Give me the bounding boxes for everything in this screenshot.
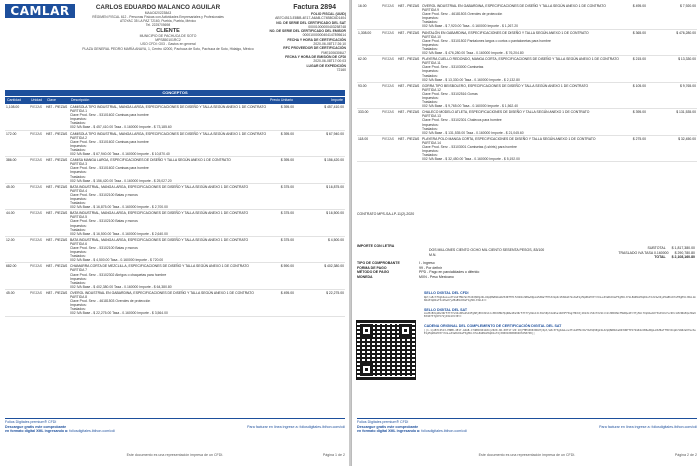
qr-finder-pattern xyxy=(360,363,373,376)
total-value: $ 2,108,160.80 xyxy=(671,255,695,260)
fecha-cert-value: 2020-06-08T17:26:10 xyxy=(313,42,346,47)
item-key: H87 - PIEZAS xyxy=(398,30,420,35)
item-tax-transfer: Traslados: xyxy=(422,20,438,25)
item-tax-detail: 002 IVA Base - $ 4,500.00 Tasa - 0.160000 Importe - $ 720.00 xyxy=(70,258,164,263)
item-amount: $ 131,535.00 xyxy=(676,110,696,115)
item-tax-detail: 002 IVA Base - $ 16,875.00 Tasa - 0.160000 Importe - $ 2,700.00 xyxy=(70,205,168,210)
item-description-block xyxy=(421,3,606,29)
item-tax-transfer: Traslados: xyxy=(70,254,86,259)
item-quantity: 682.00 xyxy=(6,264,17,269)
table-row xyxy=(5,237,345,264)
item-description-block xyxy=(421,83,599,109)
item-unit-price: $ 395.00 xyxy=(280,131,294,136)
lugar-value: 72160 xyxy=(336,67,346,72)
item-description: CAMISOLA TIPO INDUSTRIAL, MANGA LARGA, ESPECIFICACIONES DE DISEÑO Y TALLA SEGÚN ANEXO 1 DE CONTRATO xyxy=(70,105,267,109)
footer-site-link[interactable]: foliosdigitales.ibihon.com/cdi xyxy=(69,429,115,433)
item-partida: PARTIDA 1 xyxy=(70,109,88,114)
item-product-key: Clave Prod. Serv. - 53103001 Camisetas (t-shirts) para hombre xyxy=(422,145,517,149)
item-tax-heading: Impuestos: xyxy=(70,303,87,308)
item-amount: $ 16,875.00 xyxy=(326,184,344,189)
table-row xyxy=(357,3,697,30)
item-tax-heading: Impuestos: xyxy=(70,196,87,201)
item-quantity: 386.00 xyxy=(6,158,17,163)
item-tax-transfer: Traslados: xyxy=(70,174,86,179)
item-amount: $ 7,920.00 xyxy=(679,4,696,8)
item-unit-price: $ 275.00 xyxy=(632,136,646,141)
item-unit-price: $ 590.00 xyxy=(280,264,294,269)
item-key: H87 - PIEZAS xyxy=(46,264,68,269)
invoice-title: Factura 2894 xyxy=(293,4,336,11)
item-tax-heading: Impuestos: xyxy=(70,117,87,122)
qr-finder-pattern xyxy=(399,324,412,337)
table-row xyxy=(357,136,697,163)
cert-sat-value: 00001000000403258748 xyxy=(308,24,346,29)
footer-divider xyxy=(357,418,697,419)
table-row xyxy=(5,131,345,158)
page1-number: Página 1 de 2 xyxy=(322,453,345,457)
client-name: MUNICIPIO DE PACHUCA DE SOTO xyxy=(139,34,197,38)
item-unit-price: $ 215.00 xyxy=(632,57,646,62)
item-unit: PIEZAS xyxy=(30,131,43,136)
item-tax-heading: Impuestos: xyxy=(422,149,439,154)
item-amount: $ 4,500.00 xyxy=(327,237,344,242)
item-key: H87 - PIEZAS xyxy=(46,237,68,242)
item-tax-detail: 002 IVA Base - $ 22,275.00 Tasa - 0.160000 Importe - $ 3,564.00 xyxy=(70,311,168,316)
item-description: BATA INDUSTRIAL, MANGA LARGA, ESPECIFICACIONES DE DISEÑO Y TALLA SEGÚN ANEXO 1 DE CONTRATO xyxy=(70,184,249,189)
item-unit: PIEZAS xyxy=(30,211,43,216)
totals-block xyxy=(580,246,695,260)
item-product-key: Clave Prod. Serv. - 53102302 Abrigos o chaquetas para hombre xyxy=(70,272,167,277)
item-partida: PARTIDA 4 xyxy=(70,188,88,193)
concept-table-header xyxy=(5,97,345,104)
item-quantity: 16.00 xyxy=(358,4,367,8)
item-partida: PARTIDA 3 xyxy=(70,162,88,167)
payment-block xyxy=(357,261,557,279)
item-unit-price: $ 395.00 xyxy=(280,105,294,109)
item-product-key: Clave Prod. Serv. - 53101602 Camisas para hombre xyxy=(70,166,149,171)
payment-row xyxy=(357,275,557,280)
item-description-block xyxy=(69,290,254,316)
item-unit-price: $ 395.00 xyxy=(280,158,294,163)
payment-value: I - Ingreso xyxy=(419,261,435,265)
item-description: BATA INDUSTRIAL, MANGA LARGA, ESPECIFICACIONES DE DISEÑO Y TALLA SEGÚN ANEXO 1 DE CONTRATO xyxy=(70,237,249,242)
page1-footer xyxy=(5,420,345,434)
item-description-block xyxy=(421,56,619,82)
item-amount: $ 457,410.00 xyxy=(324,105,344,109)
payment-label: MÉTODO DE PAGO xyxy=(357,270,390,275)
page2-number: Página 2 de 2 xyxy=(674,453,697,457)
seal-value: ||1.1|AB7C4513-E8BB-4E17-A6AB-C74B8C6D1404|2020-06-08T17:26:10|FME1006306U7|Rpt/a8c3fXgb4eLsvdTxG4TMmrWvYbdhQ9Pg24Ld2pQ8W0kbsRZ3dNfTP1f2mK4xhB6w0QpLm5ZRaTfHh3JkpDcVbN2sK7GvXwE1yMqU8oP9tYr6nLsZ3aBcD4eF5gH6iJ7kL8mN9oP0qR1sT2|00001000000403258748|| xyxy=(424,328,696,335)
item-tax-detail: 002 IVA Base - $ 16,500.00 Tasa - 0.160000 Importe - $ 2,640.00 xyxy=(70,231,168,236)
item-quantity: 172.00 xyxy=(6,131,17,136)
item-unit-price: $ 395.00 xyxy=(632,110,646,115)
qr-code-image xyxy=(356,320,416,380)
item-amount: $ 32,450.00 xyxy=(678,136,696,141)
folio-label: FOLIO FISCAL (UUID) xyxy=(311,12,346,16)
item-tax-heading: Impuestos: xyxy=(422,95,439,100)
item-tax-detail: 002 IVA Base - $ 402,380.00 Tasa - 0.160000 Importe - $ 64,380.80 xyxy=(70,284,172,289)
item-quantity: 1,308.00 xyxy=(358,30,372,35)
footer-download: Descargue gratis este comprobante xyxy=(5,424,67,429)
item-key: H87 - PIEZAS xyxy=(46,158,68,163)
col-importe: Importe xyxy=(331,98,343,102)
table-row xyxy=(5,290,345,317)
issuer-address: ATOYAC 35 LA PAZ 72160, Puebla, Puebla, México xyxy=(120,19,196,24)
item-tax-heading: Impuestos: xyxy=(422,42,439,47)
item-amount: $ 402,380.00 xyxy=(324,264,344,269)
item-unit: PIEZAS xyxy=(30,184,43,189)
total-label: SUBTOTAL xyxy=(647,246,666,250)
item-quantity: 45.00 xyxy=(6,290,15,295)
payment-value: MXN - Peso Mexicano xyxy=(419,274,454,279)
client-rfc: MPS850101RC2 xyxy=(155,38,181,43)
seal-label: SELLO DIGITAL DEL SAT xyxy=(424,307,468,312)
item-unit: PIEZAS xyxy=(382,83,395,88)
item-partida: PARTIDA 5 xyxy=(70,215,88,220)
item-amount: $ 13,330.00 xyxy=(678,57,696,62)
item-unit-price: $ 105.00 xyxy=(632,83,646,88)
footer-representation: Este documento es una representación impresa de un CFDI. xyxy=(478,453,576,457)
item-amount: $ 476,280.00 xyxy=(676,30,696,35)
item-tax-transfer: Traslados: xyxy=(422,46,438,51)
item-tax-heading: Impuestos: xyxy=(422,69,439,74)
item-key: H87 - PIEZAS xyxy=(398,110,420,115)
total-label: TOTAL xyxy=(654,255,666,260)
cert-emisor-value: 00001000000404147895614 xyxy=(302,33,346,38)
fecha-emision-label: FECHA Y HORA DE EMISIÓN DE CFDI xyxy=(285,54,346,59)
item-unit: PIEZAS xyxy=(30,264,43,269)
footer-representation: Este documento es una representación impresa de un CFDI. xyxy=(126,453,224,457)
item-tax-transfer: Traslados: xyxy=(70,201,86,206)
item-partida: PARTIDA 13 xyxy=(422,114,441,119)
issuer-name: CARLOS EDUARDO MALANCO AGUILAR xyxy=(95,4,221,11)
item-quantity: 333.00 xyxy=(358,110,369,115)
folio-value: AB7C4513-E8BB-4E17-A6AB-C74B8C6D1404 xyxy=(275,16,346,21)
item-unit: PIEZAS xyxy=(30,237,43,242)
item-description-block xyxy=(69,237,247,263)
client-uso: USO CFDI: G03 - Gastos en general xyxy=(140,42,196,47)
item-quantity: 93.00 xyxy=(358,83,367,88)
item-description-block xyxy=(69,104,267,130)
item-unit: PIEZAS xyxy=(30,158,43,163)
item-product-key: Clave Prod. Serv. - 53103000 Camisetas xyxy=(422,65,484,70)
item-description: BATA INDUSTRIAL, MANGA LARGA, ESPECIFICACIONES DE DISEÑO Y TALLA SEGÚN ANEXO 1 DE CONTRATO xyxy=(70,211,249,216)
client-heading: CLIENTE xyxy=(156,28,180,34)
importe-text: DOS MILLONES CIENTO OCHO MIL CIENTO SESENTA PESOS, 83/100 M.N. xyxy=(429,248,545,257)
digital-seals xyxy=(424,291,696,341)
item-unit-price: $ 375.00 xyxy=(280,237,294,242)
item-description: GORRA TIPO BEISBOLERO, ESPECIFICACIONES DE DISEÑO Y TALLA SEGÚN ANEXO 1 DE CONTRATO xyxy=(422,83,589,88)
cert-emisor-label: NO. DE SERIE DEL CERTIFICADO DEL EMISOR xyxy=(269,29,346,34)
footer-folios: Folios Digitales premium® CFDI xyxy=(5,420,57,424)
fecha-emision-value: 2020-06-08T17:00:03 xyxy=(313,59,346,64)
item-tax-detail: 002 IVA Base - $ 7,920.00 Tasa - 0.160000 Importe - $ 1,267.20 xyxy=(422,24,519,29)
fecha-cert-label: FECHA Y HORA DE CERTIFICACIÓN xyxy=(287,37,346,42)
total-value: $ 1,817,380.00 xyxy=(671,246,695,250)
item-unit-price: $ 365.00 xyxy=(632,30,646,35)
item-description: PLAYERA CUELLO REDONDO, MANGA CORTA, ESPECIFICACIONES DE DISEÑO Y TALLA SEGÚN ANEXO 1 DE CONTRATO xyxy=(422,57,619,62)
cert-sat-label: NO. DE SERIE DEL CERTIFICADO DEL SAT xyxy=(276,20,346,25)
company-logo: CAMLAR xyxy=(5,4,75,18)
item-partida: PARTIDA 12 xyxy=(422,87,441,92)
item-unit: PIEZAS xyxy=(382,4,395,8)
contract-number: CONTRATO MPS-SA-LP-11(2)-2020 xyxy=(357,212,415,216)
payment-label: MONEDA xyxy=(357,274,373,279)
invoice-page-2 xyxy=(351,0,700,466)
client-address: PLAZA GENERAL PEDRO MARÍA ANAYA, 1, Centro 42000, Pachuca de Soto, Pachuca de Soto, Hidalgo, México xyxy=(82,46,254,51)
item-product-key: Clave Prod. Serv. - 53101602 Camisas para hombre xyxy=(70,139,149,144)
item-description-block xyxy=(69,210,247,236)
item-description-block xyxy=(69,157,247,183)
payment-label: FORMA DE PAGO xyxy=(357,265,387,270)
item-tax-detail: 002 IVA Base - $ 9,765.00 Tasa - 0.160000 Importe - $ 1,562.40 xyxy=(422,104,519,109)
item-unit: PIEZAS xyxy=(30,105,43,109)
item-tax-detail: 002 IVA Base - $ 476,280.00 Tasa - 0.160000 Importe - $ 76,204.80 xyxy=(422,51,524,56)
col-cantidad: Cantidad xyxy=(7,98,22,102)
item-description-block xyxy=(69,184,247,210)
item-description: OVEROL INDUSTRIAL EN GABARDINA, ESPECIFICACIONES DE DISEÑO Y TALLA SEGÚN ANEXO 1 DE CONTRATO xyxy=(70,290,254,295)
table-row xyxy=(5,184,345,211)
item-partida: PARTIDA 9 xyxy=(422,8,440,13)
item-description: CHAMARRA CORTA DE MEZCLILLA, ESPECIFICACIONES DE DISEÑO Y TALLA SEGÚN ANEXO 1 DE CONTRATO xyxy=(70,264,249,269)
page1-legal xyxy=(5,453,345,458)
table-row xyxy=(357,83,697,110)
item-unit-price: $ 375.00 xyxy=(280,184,294,189)
item-amount: $ 16,500.00 xyxy=(326,211,344,216)
item-amount: $ 22,275.00 xyxy=(326,290,344,295)
lugar-label: LUGAR DE EXPEDICIÓN xyxy=(306,63,346,68)
item-tax-transfer: Traslados: xyxy=(70,307,86,312)
item-description: PANTALÓN EN GABARDINA, ESPECIFICACIONES DE DISEÑO Y TALLA SEGÚN ANEXO 1 DE CONTRATO xyxy=(422,30,589,35)
seal-value: Lk2Pz8Xq1Wv3Nr5Tt7Yu9Io0Pa2Sd4Fg6Hj8Kl0Zx1Cv3Bn5Mm7Qq9Ww1Ee3Rr5Tt7Yy9Uu1Ii3Oo5Pp7Aa9Ss1Dd3Ff5Gg7Hh9Jj1Kk3Ll5Zz7Xx9Cc1Vv3Bb5Nn7Mm9Qw1Er3Ty5Ui7Op9As1Df3Gh5Jk7Lz9Xc1Vb3Nm5Qa7Ws9Ed1Rf3Tg5Yh7Uj9Ik1Ol3P== xyxy=(424,312,696,319)
item-amount: $ 67,940.00 xyxy=(326,131,344,136)
rfc-prov-label: RFC PROVEEDOR DE CERTIFICACIÓN xyxy=(283,46,346,51)
item-unit: PIEZAS xyxy=(382,57,395,62)
item-unit-price: $ 495.00 xyxy=(280,290,294,295)
item-amount: $ 156,420.00 xyxy=(324,158,344,163)
footer-site-link[interactable]: foliosdigitales.ibihon.com/cdi xyxy=(421,429,467,433)
item-tax-heading: Impuestos: xyxy=(70,250,87,255)
item-quantity: 1,108.00 xyxy=(6,105,20,109)
item-tax-transfer: Traslados: xyxy=(70,147,86,152)
conceptos-heading: CONCEPTOS xyxy=(5,90,345,96)
item-partida: PARTIDA 10 xyxy=(422,34,441,39)
footer-divider xyxy=(5,418,345,419)
col-unidad: Unidad xyxy=(31,98,43,102)
client-block xyxy=(78,28,258,51)
item-key: H87 - PIEZAS xyxy=(46,184,68,189)
item-product-key: Clave Prod. Serv. - 46181503 Overoles de protección xyxy=(422,12,503,17)
item-tax-transfer: Traslados: xyxy=(70,227,86,232)
item-description-block xyxy=(421,109,599,135)
footer-download: Descargue gratis este comprobante xyxy=(357,424,419,429)
item-quantity: 118.00 xyxy=(358,136,369,141)
item-tax-transfer: Traslados: xyxy=(422,126,438,131)
item-tax-transfer: Traslados: xyxy=(70,280,86,285)
footer-invoice-link[interactable]: Para facturar en línea ingrese a: foliosdigitales.ibihon.com/cdi xyxy=(599,425,697,429)
item-partida: PARTIDA 8 xyxy=(70,295,88,300)
item-tax-detail: 002 IVA Base - $ 67,940.00 Tasa - 0.160000 Importe - $ 10,870.40 xyxy=(70,152,170,157)
table-row xyxy=(5,104,345,131)
table-row xyxy=(5,157,345,184)
item-unit: PIEZAS xyxy=(30,290,43,295)
total-label: TRASLADO IVA TASA 0.160000 xyxy=(618,250,669,255)
item-quantity: 12.00 xyxy=(6,237,15,242)
item-partida: PARTIDA 2 xyxy=(70,135,88,140)
table-row xyxy=(357,56,697,83)
item-tax-detail: 002 IVA Base - $ 32,450.00 Tasa - 0.160000 Importe - $ 5,192.00 xyxy=(422,157,520,162)
concept-table-body-continued xyxy=(357,3,697,162)
seal-label: CADENA ORIGINAL DEL COMPLEMENTO DE CERTIFICACIÓN DIGITAL DEL SAT xyxy=(424,324,562,328)
item-tax-transfer: Traslados: xyxy=(422,73,438,78)
item-product-key: Clave Prod. Serv. - 53101602 Camisas para hombre xyxy=(70,113,149,118)
page2-legal xyxy=(357,453,697,458)
item-unit: PIEZAS xyxy=(382,136,395,141)
table-row xyxy=(357,30,697,57)
item-tax-heading: Impuestos: xyxy=(422,16,439,21)
item-description-block xyxy=(69,131,267,157)
payment-value: 99 - Por definir xyxy=(419,265,442,270)
item-description: CAMISOLA TIPO INDUSTRIAL, MANGA LARGA, ESPECIFICACIONES DE DISEÑO Y TALLA SEGÚN ANEXO 1 DE CONTRATO xyxy=(70,131,267,136)
item-tax-heading: Impuestos: xyxy=(70,143,87,148)
item-tax-heading: Impuestos: xyxy=(70,170,87,175)
table-row xyxy=(357,109,697,136)
issuer-phone: Tel. 2225705698 xyxy=(145,23,171,28)
issuer-regimen: RÉGIMEN FISCAL 612 - Personas Físicas con Actividades Empresariales y Profesionales xyxy=(92,15,224,20)
item-tax-transfer: Traslados: xyxy=(422,153,438,158)
item-unit: PIEZAS xyxy=(382,110,395,115)
item-description: OVEROL INDUSTRIAL EN GABARDINA, ESPECIFICACIONES DE DISEÑO Y TALLA SEGÚN ANEXO 1 DE CONTRATO xyxy=(422,4,606,8)
item-tax-detail: 002 IVA Base - $ 13,330.00 Tasa - 0.160000 Importe - $ 2,132.80 xyxy=(422,77,520,82)
item-unit-price: $ 375.00 xyxy=(280,211,294,216)
item-tax-detail: 002 IVA Base - $ 156,420.00 Tasa - 0.160000 Importe - $ 25,027.20 xyxy=(70,178,172,183)
item-description: CAMISA MANGA LARGA, ESPECIFICACIONES DE DISEÑO Y TALLA SEGÚN ANEXO 1 DE CONTRATO xyxy=(70,158,231,163)
importe-label: IMPORTE CON LETRA xyxy=(357,244,395,248)
footer-format: en formato digital XML ingresando a: xyxy=(357,429,421,433)
item-tax-detail: 002 IVA Base - $ 457,410.00 Tasa - 0.160000 Importe - $ 73,185.60 xyxy=(70,125,172,130)
item-key: H87 - PIEZAS xyxy=(398,57,420,62)
item-description-block xyxy=(69,263,247,289)
item-partida: PARTIDA 6 xyxy=(70,241,88,246)
seal-value: Rpt/a8c3fXgb4eLsvdTxG4TMmrWvYbdhQ9Pg24Ld2pQ8W0kbsRZ3dNfTP1f2mK4xhB6w0QpLm5ZRaTfHh3JkpDcVbN2sK7GvXwE1yMqU8oP9tYr6nLsZ3aBcD4eF5gH6iJ7kL8mN9oP0qR1sT2uV3wX4yZ5aB6cD7eF8gH9iJ0kL1mN2oP3qR4sT5uV6wX7yZ8aB9cD0eF1gH2iJ3kL4== xyxy=(424,295,696,302)
item-product-key: Clave Prod. Serv. - 53102100 Batas y monos xyxy=(70,192,138,197)
contract-line xyxy=(357,212,697,217)
col-descripcion: Descripción xyxy=(71,98,90,102)
item-tax-heading: Impuestos: xyxy=(70,276,87,281)
footer-folios: Folios Digitales premium® CFDI xyxy=(357,420,409,424)
item-quantity: 45.00 xyxy=(6,184,15,189)
item-product-key: Clave Prod. Serv. - 53102301 Chalecos para hombre xyxy=(422,118,502,123)
item-tax-transfer: Traslados: xyxy=(422,100,438,105)
item-quantity: 44.00 xyxy=(6,211,15,216)
seal-label: SELLO DIGITAL DEL CFDI xyxy=(424,291,469,295)
item-description: PLAYERA POLO MANGA CORTA, ESPECIFICACIONES DE DISEÑO Y TALLA SEGÚN ANEXO 1 DE CONTRATO xyxy=(422,136,596,141)
item-key: H87 - PIEZAS xyxy=(46,211,68,216)
invoice-page-1 xyxy=(0,0,349,466)
payment-value: PPD - Pago en parcialidades o diferido xyxy=(419,270,480,275)
item-quantity: 62.00 xyxy=(358,57,367,62)
table-row xyxy=(5,263,345,290)
item-product-key: Clave Prod. Serv. - 53101502 Pantalones largos o cortos o pantalonetas para hombre xyxy=(422,38,551,43)
issuer-rfc: MAAC6202238A3 xyxy=(144,11,172,15)
item-unit-price: $ 495.00 xyxy=(632,4,646,8)
footer-invoice-link[interactable]: Para facturar en línea ingrese a: foliosdigitales.ibihon.com/cdi xyxy=(247,425,345,429)
item-description-block xyxy=(421,136,599,162)
issuer-block xyxy=(78,4,238,27)
rfc-prov-value: FME1006306U7 xyxy=(321,50,346,55)
item-product-key: Clave Prod. Serv. - 46181503 Overoles de protección xyxy=(70,299,151,304)
item-key: H87 - PIEZAS xyxy=(46,105,68,109)
item-description: CHALECO MODELO ATLETA, ESPECIFICACIONES DE DISEÑO Y TALLA SEGÚN ANEXO 1 DE CONTRATO xyxy=(422,110,590,115)
item-key: H87 - PIEZAS xyxy=(398,136,420,141)
item-partida: PARTIDA 7 xyxy=(70,268,88,273)
item-product-key: Clave Prod. Serv. - 53102100 Batas y monos xyxy=(70,219,138,224)
item-key: H87 - PIEZAS xyxy=(46,131,68,136)
total-row xyxy=(580,255,695,260)
item-partida: PARTIDA 11 xyxy=(422,61,441,66)
footer-format: en formato digital XML ingresando a: xyxy=(5,429,69,433)
table-row xyxy=(5,210,345,237)
item-product-key: Clave Prod. Serv. - 53102516 Gorras xyxy=(422,91,478,96)
item-tax-heading: Impuestos: xyxy=(422,122,439,127)
payment-label: TIPO DE COMPROBANTE xyxy=(357,261,400,265)
page2-footer xyxy=(357,420,697,434)
item-tax-transfer: Traslados: xyxy=(70,121,86,126)
item-partida: PARTIDA 14 xyxy=(422,140,441,145)
col-precio: Precio Unitario xyxy=(270,98,293,102)
concept-table-body xyxy=(5,104,345,317)
item-description-block xyxy=(421,30,599,56)
item-product-key: Clave Prod. Serv. - 53102100 Batas y monos xyxy=(70,246,138,250)
item-key: H87 - PIEZAS xyxy=(398,4,420,8)
item-unit: PIEZAS xyxy=(382,30,395,35)
total-value: $ 290,780.80 xyxy=(674,250,695,255)
item-amount: $ 9,765.00 xyxy=(679,83,696,88)
item-tax-detail: 002 IVA Base - $ 131,535.00 Tasa - 0.160000 Importe - $ 21,045.60 xyxy=(422,130,524,135)
item-tax-heading: Impuestos: xyxy=(70,223,87,228)
col-clave: Clave xyxy=(47,98,56,102)
item-key: H87 - PIEZAS xyxy=(398,83,420,88)
qr-finder-pattern xyxy=(360,324,373,337)
item-key: H87 - PIEZAS xyxy=(46,290,68,295)
